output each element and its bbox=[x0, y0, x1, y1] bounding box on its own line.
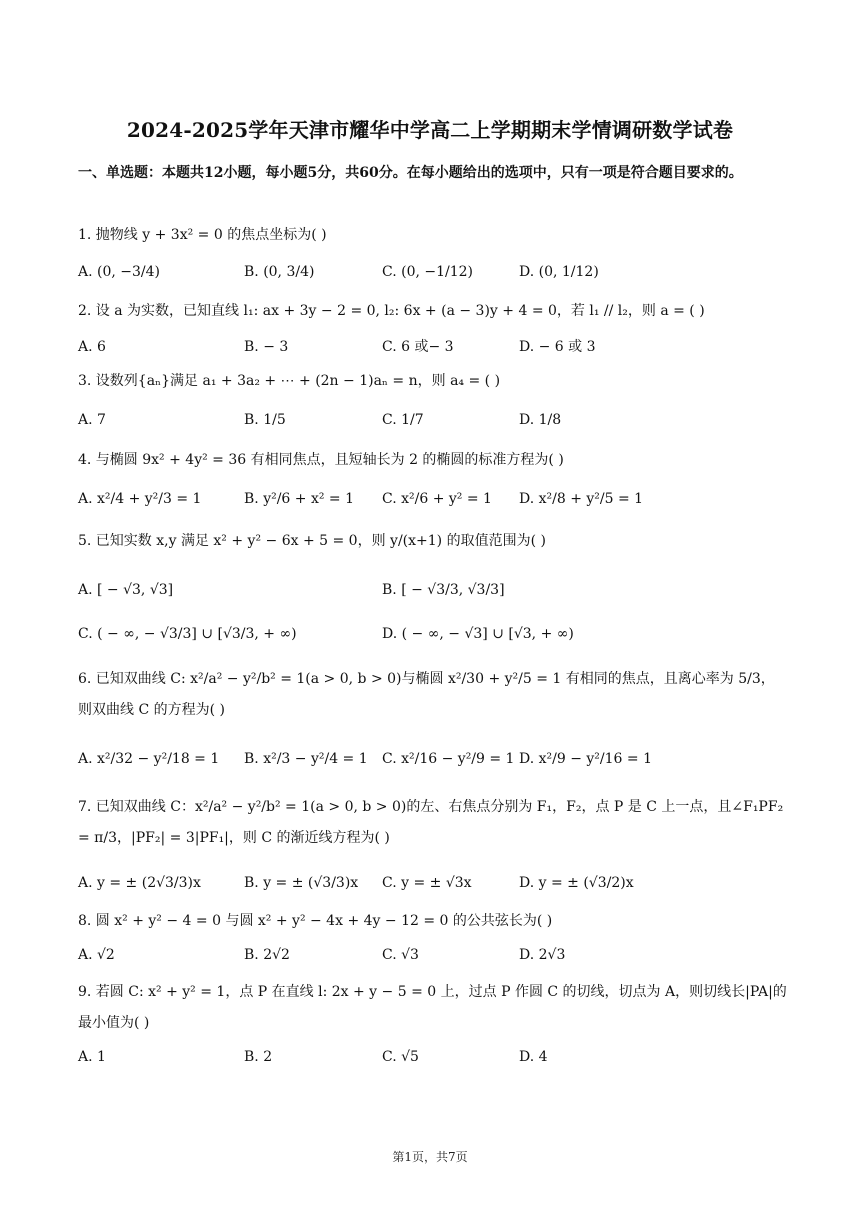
question-5-option-d: D. ( − ∞, − √3] ∪ [√3, + ∞) bbox=[382, 626, 574, 642]
question-6-option-c: C. x²/16 − y²/9 = 1 bbox=[382, 751, 515, 767]
question-4-option-a: A. x²/4 + y²/3 = 1 bbox=[78, 491, 202, 507]
question-9-option-c: C. √5 bbox=[382, 1049, 419, 1065]
question-3: 3. 设数列{aₙ}满足 a₁ + 3a₂ + ⋯ + (2n − 1)aₙ = n，则 a₄ = ( ) bbox=[78, 373, 501, 389]
question-5-option-b: B. [ − √3/3, √3/3] bbox=[382, 582, 505, 598]
question-2-options bbox=[78, 331, 788, 363]
question-6-option-d: D. x²/9 − y²/16 = 1 bbox=[519, 751, 652, 767]
question-8-option-b: B. 2√2 bbox=[244, 947, 290, 963]
question-7-option-b: B. y = ± (√3/3)x bbox=[244, 875, 359, 891]
question-2: 2. 设 a 为实数，已知直线 l₁: ax + 3y − 2 = 0, l₂: 6x + (a − 3)y + 4 = 0，若 l₁ // l₂，则 a = ( ) bbox=[78, 303, 705, 319]
question-4-option-d: D. x²/8 + y²/5 = 1 bbox=[519, 491, 644, 507]
question-6-option-a: A. x²/32 − y²/18 = 1 bbox=[78, 751, 220, 767]
question-3-option-d: D. 1/8 bbox=[519, 412, 562, 428]
question-7-option-c: C. y = ± √3x bbox=[382, 875, 472, 891]
question-2-option-a: A. 6 bbox=[78, 339, 106, 355]
question-4-option-c: C. x²/6 + y² = 1 bbox=[382, 491, 492, 507]
question-6-option-b: B. x²/3 − y²/4 = 1 bbox=[244, 751, 368, 767]
question-2-option-c: C. 6 或− 3 bbox=[382, 339, 454, 355]
question-9-option-d: D. 4 bbox=[519, 1049, 548, 1065]
question-5-options-row1 bbox=[78, 574, 788, 606]
question-7-option-a: A. y = ± (2√3/3)x bbox=[78, 875, 201, 891]
question-1-option-b: B. (0, 3/4) bbox=[244, 264, 315, 280]
question-4-options bbox=[78, 483, 788, 515]
question-5-option-c: C. ( − ∞, − √3/3] ∪ [√3/3, + ∞) bbox=[78, 626, 297, 642]
question-6: 6. 已知双曲线 C: x²/a² − y²/b² = 1(a > 0, b > 0)与椭圆 x²/30 + y²/5 = 1 有相同的焦点，且离心率为 5/3，则双曲线 C 的方程为( ) bbox=[78, 671, 775, 718]
question-9: 9. 若圆 C: x² + y² = 1，点 P 在直线 l: 2x + y − 5 = 0 上，过点 P 作圆 C 的切线，切点为 A，则切线长|PA|的最小值为( ) bbox=[78, 984, 787, 1031]
question-2-option-d: D. − 6 或 3 bbox=[519, 339, 596, 355]
question-4-option-b: B. y²/6 + x² = 1 bbox=[244, 491, 355, 507]
question-9-options bbox=[78, 1041, 788, 1073]
question-8-option-a: A. √2 bbox=[78, 947, 115, 963]
question-3-options bbox=[78, 404, 788, 436]
question-2-option-b: B. − 3 bbox=[244, 339, 289, 355]
question-1-options bbox=[78, 256, 788, 288]
page-footer: 第1页，共7页 bbox=[392, 1150, 468, 1164]
question-7: 7. 已知双曲线 C：x²/a² − y²/b² = 1(a > 0, b > 0)的左、右焦点分别为 F₁，F₂，点 P 是 C 上一点，且∠F₁PF₂ = π/3，|PF₂| = 3|PF₁|，则 C 的渐近线方程为( ) bbox=[78, 799, 784, 846]
question-4: 4. 与椭圆 9x² + 4y² = 36 有相同焦点，且短轴长为 2 的椭圆的标准方程为( ) bbox=[78, 452, 564, 468]
question-5-options-row2 bbox=[78, 618, 788, 650]
question-9-option-b: B. 2 bbox=[244, 1049, 273, 1065]
question-1-option-c: C. (0, −1/12) bbox=[382, 264, 474, 280]
question-1-option-a: A. (0, −3/4) bbox=[78, 264, 161, 280]
question-3-option-b: B. 1/5 bbox=[244, 412, 286, 428]
question-8-options bbox=[78, 939, 788, 971]
question-8: 8. 圆 x² + y² − 4 = 0 与圆 x² + y² − 4x + 4y − 12 = 0 的公共弦长为( ) bbox=[78, 913, 553, 929]
question-7-options bbox=[78, 867, 788, 899]
question-5-option-a: A. [ − √3, √3] bbox=[78, 582, 174, 598]
question-3-option-a: A. 7 bbox=[78, 412, 106, 428]
question-8-option-d: D. 2√3 bbox=[519, 947, 566, 963]
question-8-option-c: C. √3 bbox=[382, 947, 419, 963]
question-1: 1. 抛物线 y + 3x² = 0 的焦点坐标为( ) bbox=[78, 227, 327, 243]
section-header: 一、单选题：本题共12小题，每小题5分，共60分。在每小题给出的选项中，只有一项是符合题目要求的。 bbox=[78, 165, 743, 181]
question-9-option-a: A. 1 bbox=[78, 1049, 106, 1065]
page-title: 2024-2025学年天津市耀华中学高二上学期期末学情调研数学试卷 bbox=[126, 118, 734, 142]
question-3-option-c: C. 1/7 bbox=[382, 412, 424, 428]
question-1-option-d: D. (0, 1/12) bbox=[519, 264, 599, 280]
question-5: 5. 已知实数 x,y 满足 x² + y² − 6x + 5 = 0，则 y/(x+1) 的取值范围为( ) bbox=[78, 533, 546, 549]
question-7-option-d: D. y = ± (√3/2)x bbox=[519, 875, 634, 891]
question-6-options bbox=[78, 743, 788, 775]
